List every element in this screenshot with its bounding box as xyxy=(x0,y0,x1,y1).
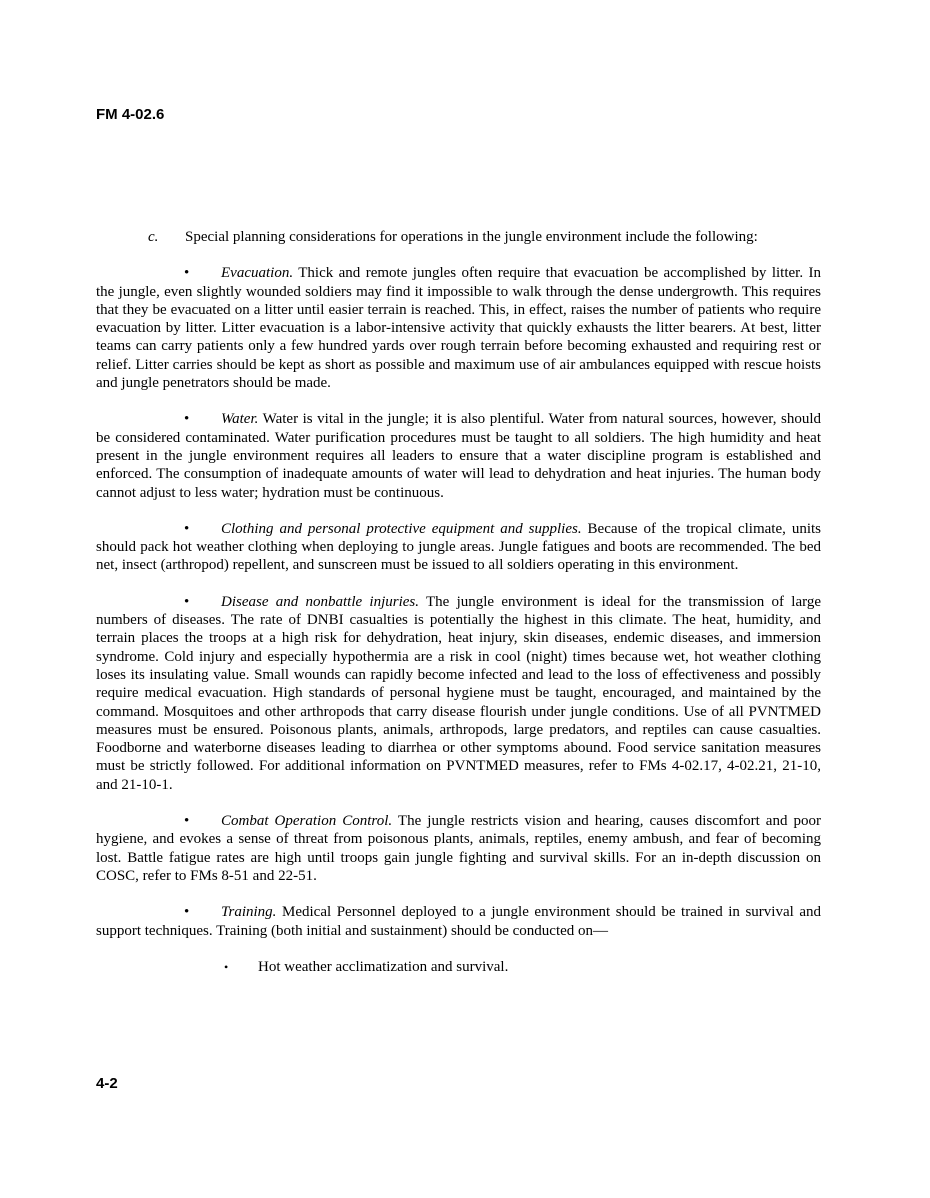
item-text: Water is vital in the jungle; it is also plentiful. Water from natural sources, however, should be considered contaminated. Water purification procedures must be taught to all soldiers. The high humidity and heat present in the jungle environment requires all leaders to ensure that a water discipline program is established and enforced. The consumption of inadequate amounts of water will lead to dehydration and heat injuries. The human body cannot adjust to less water; hydration must be continuous. xyxy=(96,411,821,501)
intro-text: Special planning considerations for operations in the jungle environment include the following: xyxy=(185,229,758,245)
bullet-icon: • xyxy=(184,265,190,282)
item-text: The jungle restricts vision and hearing, causes discomfort and poor hygiene, and evokes a sense of threat from poisonous plants, animals, reptiles, enemy ambush, and fear of becoming lost. Battle fatigue rates are high until troops gain jungle fighting and survival skills. For an in-depth discussion on COSC, refer to FMs 8-51 and 22-51. xyxy=(96,813,821,884)
water-paragraph xyxy=(96,410,821,501)
bullet-icon: • xyxy=(184,593,190,610)
item-title: Disease and nonbattle injuries. xyxy=(221,593,420,610)
item-text: Thick and remote jungles often require that evacuation be accomplished by litter. In the jungle, even slightly wounded soldiers may find it impossible to walk through the dense undergrowth. This requires that they be evacuated on a litter until easier terrain is reached. This, in effect, raises the number of patients who require evacuation by litter. Litter evacuation is a labor-intensive activity that quickly exhausts the litter bearers. At best, litter teams can carry patients only a few hundred yards over rough terrain before becoming exhausted and requiring rest or relief. Litter carries should be kept as short as possible and maximum use of air ambulances equipped with rescue hoists and jungle penetrators should be made. xyxy=(96,265,821,392)
page-body xyxy=(96,228,821,976)
item-title: Training. xyxy=(221,904,277,921)
clothing-paragraph xyxy=(96,520,821,575)
item-text: Because of the tropical climate, units should pack hot weather clothing when deploying to jungle areas. Jungle fatigues and boots are recommended. The bed net, insect (arthropod) repellent, and sunscreen must be issued to all soldiers operating in this environment. xyxy=(96,520,822,574)
item-title: Combat Operation Control. xyxy=(221,813,393,830)
combat-control-paragraph xyxy=(96,812,821,885)
bullet-icon: • xyxy=(184,411,190,428)
sub-list-item xyxy=(224,958,821,976)
disease-paragraph xyxy=(96,593,821,794)
evacuation-paragraph xyxy=(96,264,821,392)
item-title: Clothing and personal protective equipment and supplies. xyxy=(221,520,582,537)
item-text: Medical Personnel deployed to a jungle environment should be trained in survival and support techniques. Training (both initial and sustainment) should be conducted on— xyxy=(96,904,821,939)
bullet-icon: • xyxy=(224,959,229,974)
training-paragraph xyxy=(96,903,821,940)
item-title: Water. xyxy=(221,411,259,428)
page-number: 4-2 xyxy=(96,1075,118,1092)
item-text: The jungle environment is ideal for the transmission of large numbers of diseases. The rate of DNBI casualties is potentially the highest in this climate. The heat, humidity, and terrain places the troops at a high risk for dehydration, heat injury, skin diseases, endemic diseases, and immersion syndrome. Cold injury and especially hypothermia are a risk in cool (night) times because wet, hot weather clothing loses its insulating value. Small wounds can rapidly become infected and lead to the loss of effectiveness and possibly require medical evacuation. High standards of personal hygiene must be taught, encouraged, and maintained by the command. Mosquitoes and other arthropods that carry disease flourish under jungle conditions. Use of all PVNTMED measures must be ensured. Poisonous plants, animals, arthropods, large predators, and reptiles can cause casualties. Foodborne and waterborne diseases leading to diarrhea or other symptoms abound. Food service sanitation measures must be strictly followed. For additional information on PVNTMED measures, refer to FMs 4-02.17, 4-02.21, 21-10, and 21-10-1. xyxy=(96,593,821,793)
bullet-icon: • xyxy=(184,813,190,830)
document-id-header: FM 4-02.6 xyxy=(96,106,165,123)
intro-letter: c. xyxy=(148,229,159,245)
item-title: Evacuation. xyxy=(221,265,294,282)
sub-item-text: Hot weather acclimatization and survival. xyxy=(258,958,509,975)
intro-paragraph xyxy=(96,228,821,246)
bullet-icon: • xyxy=(184,904,190,921)
bullet-icon: • xyxy=(184,520,190,537)
